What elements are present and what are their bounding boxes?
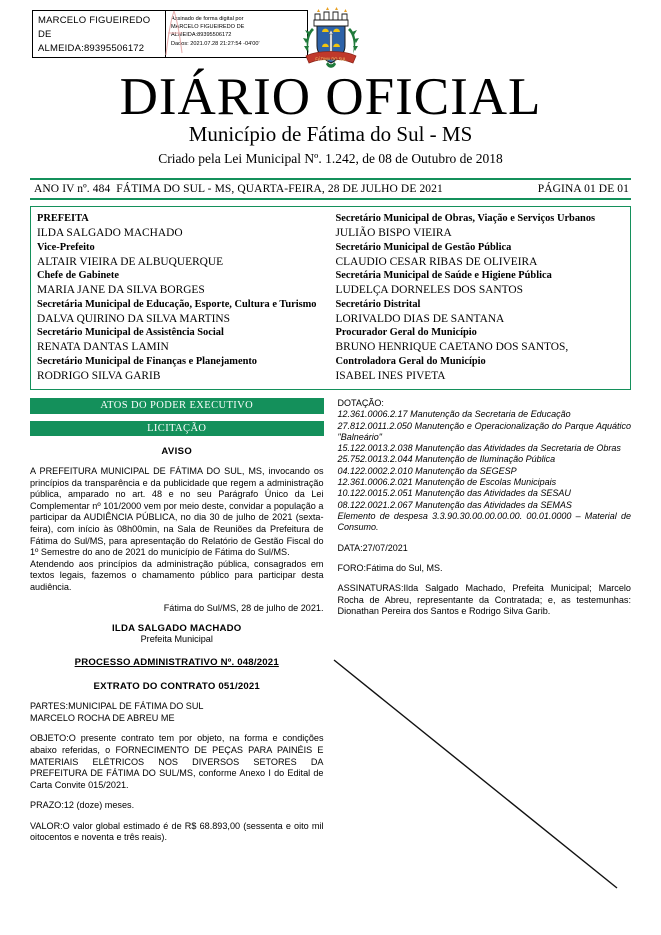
body-columns bbox=[30, 398, 631, 844]
signature-subject-line-3: ALMEIDA:89395506172 bbox=[38, 43, 145, 54]
digital-signature-stamp bbox=[32, 10, 308, 58]
aviso-title: AVISO bbox=[161, 446, 193, 457]
banner-bidding: LICITAÇÃO bbox=[30, 421, 324, 437]
official-role: Secretário Distrital bbox=[335, 298, 421, 310]
dotacao-line: 12.361.0006.2.021 Manutenção de Escolas Municipais bbox=[337, 477, 557, 488]
body-column-right bbox=[338, 398, 632, 844]
official-name: MARIA JANE DA SILVA BORGES bbox=[37, 284, 205, 296]
signature-detail-3: ALMEIDA:89395506172 bbox=[171, 32, 232, 39]
svg-text:FÁTIMA DO SUL: FÁTIMA DO SUL bbox=[314, 56, 347, 62]
official-role: Chefe de Gabinete bbox=[37, 270, 119, 281]
officials-column-left bbox=[37, 212, 326, 383]
official-role: PREFEITA bbox=[37, 213, 89, 224]
spacer bbox=[30, 692, 324, 701]
signature-detail-2: MARCELO FIGUEIREDO DE bbox=[171, 24, 245, 31]
issue-year: ANO IV nº. 484 bbox=[34, 183, 111, 195]
official-role: Secretário Municipal de Gestão Pública bbox=[335, 241, 512, 253]
issue-page-count: PÁGINA 01 DE 01 bbox=[537, 183, 629, 195]
spacer bbox=[30, 724, 324, 733]
aviso-body-2: Atendendo aos princípios da administração pública, consagrados em textos legais, fazemos o chamamento público para participar desta audiência. bbox=[30, 558, 324, 592]
dotacao-foro: FORO:Fátima do Sul, MS. bbox=[337, 562, 443, 573]
official-name: ILDA SALGADO MACHADO bbox=[37, 227, 183, 239]
body-column-left bbox=[30, 398, 324, 844]
official-name: LORIVALDO DIAS DE SANTANA bbox=[335, 312, 505, 325]
dotacao-elemento-despesa: Elemento de despesa 3.3.90.30.00.00.00.00. 00.01.0000 – Material de Consumo. bbox=[337, 510, 631, 533]
officials-column-right bbox=[336, 212, 625, 383]
dotacao-line: 15.122.0013.2.038 Manutenção das Atividades da Secretaria de Obras bbox=[337, 443, 621, 454]
official-name: DALVA QUIRINO DA SILVA MARTINS bbox=[37, 312, 230, 325]
official-role: Procurador Geral do Município bbox=[335, 327, 477, 338]
official-role: Secretário Municipal de Finanças e Planejamento bbox=[37, 355, 258, 367]
official-role: Secretária Municipal de Saúde e Higiene Pública bbox=[335, 270, 552, 281]
objeto-text: OBJETO:O presente contrato tem por objeto, na forma e condições abaixo referidas, o FORNECIMENTO DE PEÇAS PARA PAINÉIS E MATERIAIS ELÉTRICOS NOS DIVERSOS SETORES DA PREFEITURA DE FÁTIMA DO SUL/MS, conforme Anexo I do Edital de Carta Convite 015/2021. bbox=[30, 733, 324, 790]
spacer bbox=[30, 594, 324, 603]
header-stamp-row bbox=[30, 0, 631, 68]
spacer bbox=[338, 534, 632, 543]
official-role: Vice-Prefeito bbox=[37, 241, 95, 253]
official-name: RODRIGO SILVA GARIB bbox=[37, 369, 161, 382]
signature-subject bbox=[33, 11, 165, 57]
coat-of-arms-icon bbox=[300, 6, 362, 74]
masthead bbox=[30, 70, 631, 169]
masthead-law: Criado pela Lei Municipal Nº. 1.242, de 08 de Outubro de 2018 bbox=[158, 151, 503, 166]
aviso-body: A PREFEITURA MUNICIPAL DE FÁTIMA DO SUL, MS, invocando os princípios da transparência e da publicidade que regem a administração pública, amparado no art. 48 e no seu Parágrafo Único da Lei Complementar nº 101/2000 vem por meio deste, convidar a população a participar da AUDIÊNCIA PÚBLICA, no dia 30 de julho de 2021 (sexta-feira), com início às 08h00min, na Sala de Reuniões da Prefeitura de Fátima do Sul/MS, para apresentação do Relatório de Gestão Fiscal do 1º Semestre do ano de 2021 do município de Fátima do Sul/MS. bbox=[30, 466, 324, 558]
dotacao-line: 10.122.0015.2.051 Manutenção das Atividades da SESAU bbox=[337, 488, 571, 499]
extrato-heading: EXTRATO DO CONTRATO 051/2021 bbox=[93, 681, 260, 693]
aviso-place-date: Fátima do Sul/MS, 28 de julho de 2021. bbox=[163, 602, 324, 613]
spacer bbox=[30, 614, 324, 623]
processo-heading: PROCESSO ADMINISTRATIVO Nº. 048/2021 bbox=[74, 657, 279, 669]
prazo-text: PRAZO:12 (doze) meses. bbox=[30, 800, 135, 811]
official-name: BRUNO HENRIQUE CAETANO DOS SANTOS, bbox=[335, 341, 569, 353]
dotacao-line: 25.752.0013.2.044 Manutenção de Iluminação Pública bbox=[337, 454, 556, 465]
dotacao-label: DOTAÇÃO: bbox=[337, 398, 384, 408]
issue-left bbox=[34, 183, 446, 195]
spacer bbox=[338, 554, 632, 563]
signature-subject-line-2: DE bbox=[38, 29, 52, 40]
page-title: DIÁRIO OFICIAL bbox=[119, 68, 542, 126]
partes-line-2: MARCELO ROCHA DE ABREU ME bbox=[30, 712, 175, 723]
issue-rule-bottom bbox=[30, 198, 631, 200]
issue-place-date: FÁTIMA DO SUL - MS, QUARTA-FEIRA, 28 DE JULHO DE 2021 bbox=[116, 183, 443, 195]
dotacao-data: DATA:27/07/2021 bbox=[337, 542, 408, 553]
aviso-signer-title: Prefeita Municipal bbox=[140, 634, 213, 645]
official-role: Controladora Geral do Município bbox=[335, 355, 486, 367]
banner-executive-acts: ATOS DO PODER EXECUTIVO bbox=[30, 398, 324, 414]
official-name: ALTAIR VIEIRA DE ALBUQUERQUE bbox=[37, 255, 224, 268]
official-role: Secretário Municipal de Obras, Viação e Serviços Urbanos bbox=[335, 213, 596, 224]
dotacao-line: 27.812.0011.2.050 Manutenção e Operacionalização do Parque Aquático "Balneário" bbox=[337, 420, 631, 442]
signature-details bbox=[166, 11, 307, 57]
dotacao-line: 08.122.0021.2.067 Manutenção das Atividades da SEMAS bbox=[337, 499, 572, 510]
officials-box bbox=[30, 206, 631, 390]
official-name: CLAUDIO CESAR RIBAS DE OLIVEIRA bbox=[335, 255, 538, 268]
signature-subject-line-1: MARCELO FIGUEIREDO bbox=[38, 15, 151, 26]
issue-line bbox=[30, 180, 631, 198]
issue-bar bbox=[30, 178, 631, 200]
official-role: Secretário Municipal de Assistência Social bbox=[37, 327, 224, 338]
official-name: ISABEL INES PIVETA bbox=[335, 369, 446, 382]
signature-detail-1: Assinado de forma digital por bbox=[171, 16, 244, 22]
official-name: RENATA DANTAS LAMIN bbox=[37, 341, 169, 353]
spacer bbox=[338, 574, 632, 583]
partes-line-1: PARTES:MUNICIPAL DE FÁTIMA DO SUL bbox=[30, 701, 204, 712]
dotacao-line: 12.361.0006.2.17 Manutenção da Secretaria de Educação bbox=[337, 409, 571, 420]
valor-text: VALOR:O valor global estimado é de R$ 68.893,00 (sessenta e oito mil oitocentos e noventa e três reais). bbox=[30, 820, 324, 843]
spacer bbox=[30, 791, 324, 800]
signature-detail-4: Dados: 2021.07.28 21:27:54 -04'00' bbox=[171, 40, 260, 47]
aviso-signer-name: ILDA SALGADO MACHADO bbox=[112, 623, 242, 635]
assinaturas-text: ASSINATURAS:Ilda Salgado Machado, Prefeita Municipal; Marcelo Rocha de Abreu, representante da Contratada; e, as testemunhas: Dionathan Pereira dos Santos e Rodrigo Silva Garib. bbox=[337, 583, 631, 617]
masthead-subtitle: Município de Fátima do Sul - MS bbox=[188, 122, 473, 146]
dotacao-line: 04.122.0002.2.010 Manutenção da SEGESP bbox=[337, 465, 517, 476]
official-role: Secretária Municipal de Educação, Esporte, Cultura e Turismo bbox=[37, 298, 317, 310]
official-name: JULIÃO BISPO VIEIRA bbox=[335, 227, 452, 239]
official-name: LUDELÇA DORNELES DOS SANTOS bbox=[335, 284, 523, 296]
spacer bbox=[30, 812, 324, 821]
